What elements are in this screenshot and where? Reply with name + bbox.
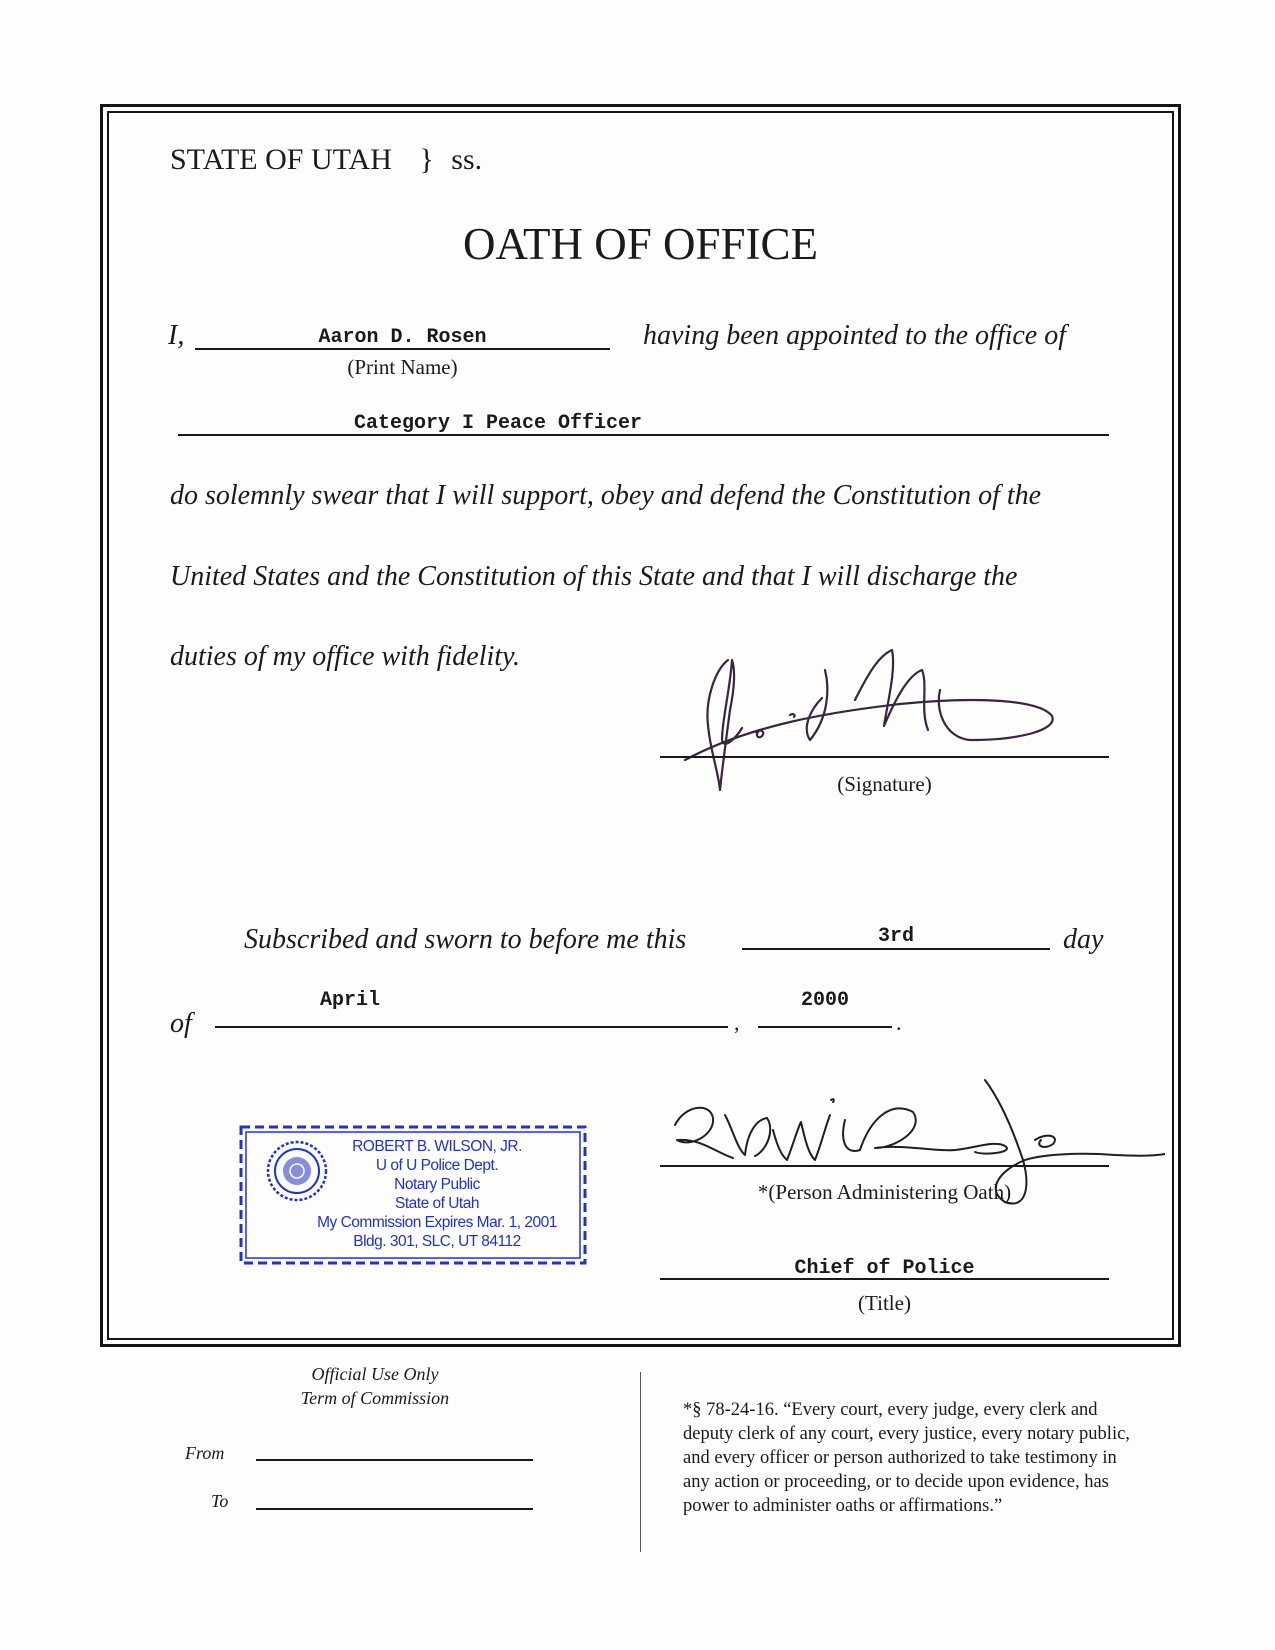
stamp-line: Bldg. 301, SLC, UT 84112 xyxy=(353,1233,521,1250)
year-value[interactable]: 2000 xyxy=(800,989,849,1012)
document-title: OATH OF OFFICE xyxy=(462,219,819,269)
office-name[interactable]: Category I Peace Officer xyxy=(354,412,643,435)
notary-stamp xyxy=(237,1121,589,1269)
administrator-line xyxy=(660,1165,1109,1167)
venue-brace: } xyxy=(419,143,434,176)
print-name-caption: (Print Name) xyxy=(347,355,458,379)
day-value[interactable]: 3rd xyxy=(877,925,914,948)
state-heading xyxy=(170,143,482,177)
oath-line-2: United States and the Constitution of this State and that I will discharge the xyxy=(170,561,1018,592)
stamp-text-block xyxy=(297,1137,577,1251)
official-use-heading: Official Use Only xyxy=(311,1364,439,1384)
from-field[interactable] xyxy=(256,1459,533,1461)
administrator-caption: *(Person Administering Oath) xyxy=(757,1180,1012,1204)
from-label: From xyxy=(185,1443,225,1463)
stamp-line: ROBERT B. WILSON, JR. xyxy=(352,1138,522,1155)
date-comma: , xyxy=(734,1010,740,1035)
subscribed-text: Subscribed and sworn to before me this xyxy=(244,924,687,955)
title-line xyxy=(660,1278,1109,1280)
ss-label: ss. xyxy=(451,143,483,176)
section-divider xyxy=(640,1372,641,1552)
footnote-line: power to administer oaths or affirmations.” xyxy=(683,1496,1003,1516)
stamp-line: U of U Police Dept. xyxy=(375,1157,499,1174)
name-prefix: I, xyxy=(168,320,185,351)
footnote-line: deputy clerk of any court, every justice, every notary public, xyxy=(683,1424,1130,1444)
signature-line xyxy=(660,756,1109,758)
to-label: To xyxy=(211,1491,229,1511)
footnote-line: any action or proceeding, or to decide upon evidence, has xyxy=(683,1472,1109,1492)
administrator-title-value[interactable]: Chief of Police xyxy=(794,1257,975,1280)
statute-footnote xyxy=(683,1398,1130,1518)
oath-line-3: duties of my office with fidelity. xyxy=(170,641,520,672)
stamp-line: My Commission Expires Mar. 1, 2001 xyxy=(317,1214,557,1231)
month-line xyxy=(215,1026,728,1028)
title-caption: (Title) xyxy=(858,1291,911,1315)
stamp-line: State of Utah xyxy=(395,1195,479,1212)
year-line xyxy=(758,1026,892,1028)
state-label: STATE OF UTAH xyxy=(170,143,392,176)
signature-caption: (Signature) xyxy=(837,772,932,796)
to-field[interactable] xyxy=(256,1508,533,1510)
of-word: of xyxy=(170,1008,192,1039)
day-line xyxy=(742,948,1050,950)
office-line xyxy=(178,434,1109,436)
month-value[interactable]: April xyxy=(320,989,381,1012)
name-line xyxy=(195,348,610,350)
footnote-line: and every officer or person authorized to take testimony in xyxy=(683,1448,1117,1468)
date-period: . xyxy=(896,1010,902,1035)
printed-name[interactable]: Aaron D. Rosen xyxy=(318,326,487,349)
appointed-text: having been appointed to the office of xyxy=(643,320,1067,351)
footnote-line: *§ 78-24-16. “Every court, every judge, every clerk and xyxy=(683,1400,1098,1420)
stamp-line: Notary Public xyxy=(394,1176,480,1193)
term-of-commission-heading: Term of Commission xyxy=(300,1388,450,1408)
day-word: day xyxy=(1063,924,1104,955)
oath-line-1: do solemnly swear that I will support, obey and defend the Constitution of the xyxy=(170,480,1042,511)
